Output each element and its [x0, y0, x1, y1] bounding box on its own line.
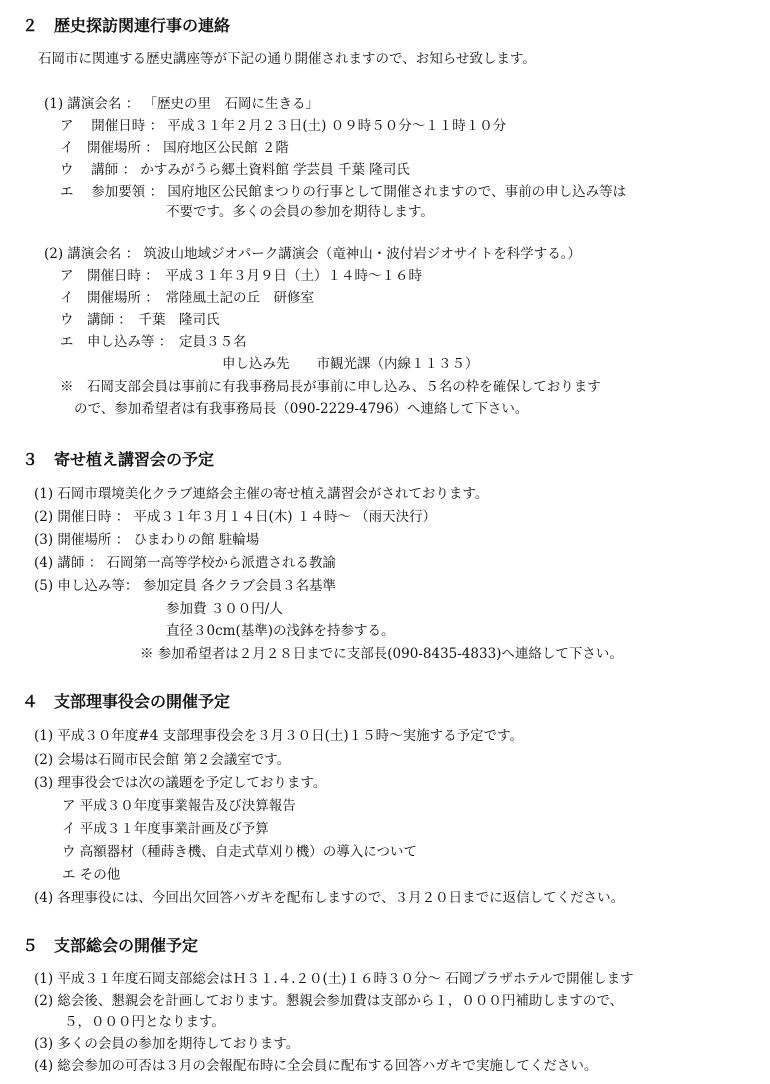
list-item: (1) 平成３１年度石岡支部総会はＨ３１.４.２０(土)１６時３０分～ 石岡プラザホテルで開催します — [34, 971, 634, 987]
list-item: エ 参加要領 ： 国府地区公民館まつりの行事として開催されますので、事前の申し込み等は — [60, 184, 627, 200]
list-item: ５，０００円となります。 — [64, 1014, 225, 1030]
list-item: (5) 申し込み等： 参加定員 各クラブ会員３名基準 — [34, 578, 336, 594]
section-intro: 石岡市に関連する歴史講座等が下記の通り開催されますので、お知らせ致します。 — [38, 51, 536, 67]
section-heading: ４ 支部理事役会の開催予定 — [22, 692, 231, 711]
list-item: (4) 総会参加の可否は３月の会報配布時に全会員に配布する回答ハガキで実施してください。 — [34, 1058, 598, 1074]
note: ので、参加希望者は有我事務局長（090-2229-4796）へ連絡して下さい。 — [74, 401, 529, 417]
list-item: ウ 高額器材（種蒔き機、自走式草刈り機）の導入について — [62, 844, 418, 860]
list-item: (2) 講演会名 ： 筑波山地域ジオパーク講演会（竜神山・波付岩ジオサイトを科学する。） — [44, 246, 582, 262]
list-item: ア 開催日時 ： 平成３１年２月２３日(土) ０９時５０分～１１時１０分 — [60, 118, 507, 134]
list-item: ウ 講師 ： 千葉 隆司氏 — [60, 312, 220, 328]
list-item: (1) 平成３０年度#4 支部理事役会を３月３０日(土)１５時～実施する予定です。 — [34, 728, 524, 744]
list-item: (3) 多くの会員の参加を期待しております。 — [34, 1036, 300, 1052]
list-item: イ 平成３１年度事業計画及び予算 — [62, 821, 269, 837]
list-item: ア 平成３０年度事業報告及び決算報告 — [62, 798, 296, 814]
list-item: 申し込み先 市観光課（内線１１３５） — [222, 356, 479, 372]
list-item: エ 申し込み等 ： 定員３５名 — [60, 334, 247, 350]
list-item: (3) 開催場所 ： ひまわりの館 駐輪場 — [34, 532, 260, 548]
list-item: エ その他 — [62, 867, 121, 883]
section-heading: ３ 寄せ植え講習会の予定 — [22, 450, 215, 469]
list-item: (4) 各理事役には、今回出欠回答ハガキを配布しますので、３月２０日までに返信してください。 — [34, 890, 625, 906]
list-item: (2) 会場は石岡市民会館 第２会議室です。 — [34, 752, 291, 768]
list-item: 直径３0cm(基準)の浅鉢を持参する。 — [166, 623, 395, 639]
list-item: (2) 総会後、懇親会を計画しております。懇親会参加費は支部から１，０００円補助しますので、 — [34, 993, 624, 1009]
list-item: (4) 講師 ： 石岡第一高等学校から派遣される教諭 — [34, 555, 336, 571]
list-item: (1) 講演会名 ： 「歴史の里 石岡に生きる」 — [44, 96, 319, 112]
list-item: 参加費 ３００円/人 — [166, 601, 283, 617]
list-item: イ 開催場所 ： 常陸風土記の丘 研修室 — [60, 290, 315, 306]
section-heading: ５ 支部総会の開催予定 — [22, 936, 199, 955]
note: ※ 石岡支部会員は事前に有我事務局長が事前に申し込み、５名の枠を確保しております — [60, 379, 601, 395]
list-item: (2) 開催日時 ： 平成３１年３月１４日(木) １４時～ （雨天決行） — [34, 509, 437, 525]
note: ※ 参加希望者は２月２８日までに支部長(090-8435-4833)へ連絡して下さい。 — [140, 646, 623, 662]
list-item: (1) 石岡市環境美化クラブ連絡会主催の寄せ植え講習会がされております。 — [34, 486, 489, 502]
list-item: (3) 理事役会では次の議題を予定しております。 — [34, 775, 327, 791]
list-item: ウ 講師 ： かすみがうら郷土資料館 学芸員 千葉 隆司氏 — [60, 162, 410, 178]
section-heading: ２ 歴史探訪関連行事の連絡 — [22, 16, 231, 35]
list-item: イ 開催場所 ： 国府地区公民館 ２階 — [60, 140, 289, 156]
list-item: ア 開催日時 ： 平成３１年３月９日（土）１４時～１６時 — [60, 268, 423, 284]
list-item: 不要です。多くの会員の参加を期待します。 — [166, 204, 434, 220]
